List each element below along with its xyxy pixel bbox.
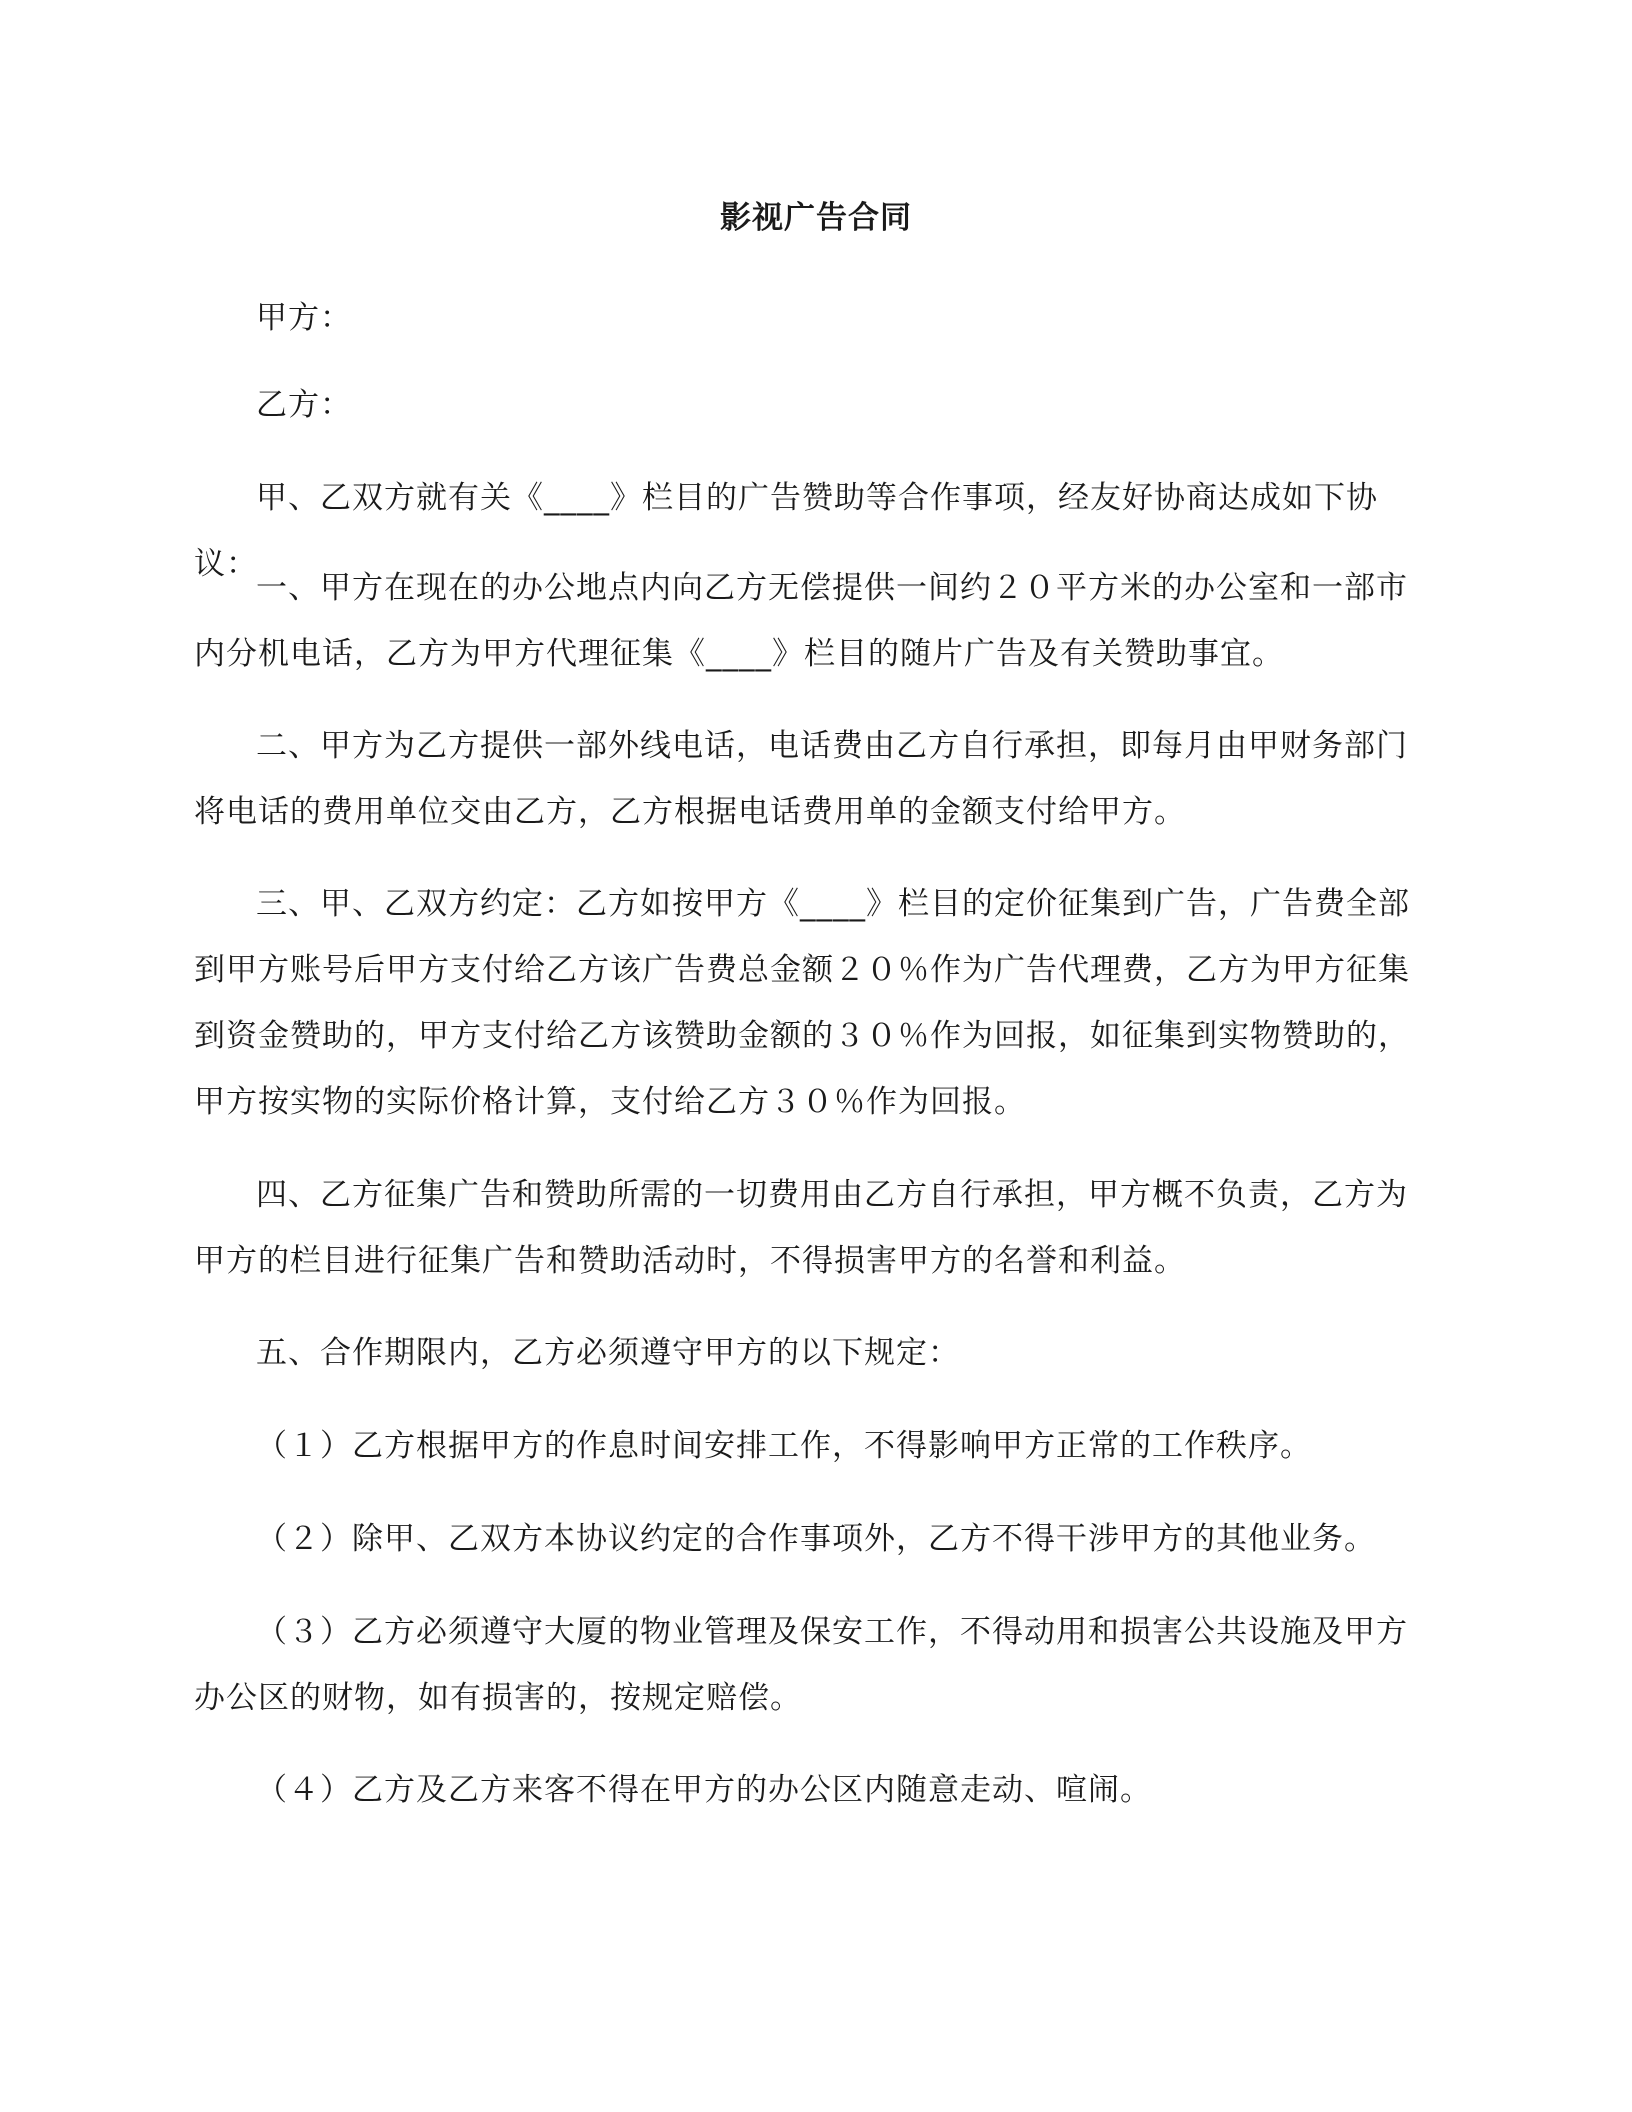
intro-paragraph: 甲、乙双方就有关《____》栏目的广告赞助等合作事项，经友好协商达成如下协议： xyxy=(194,480,1378,582)
clause-5: 五、合作期限内，乙方必须遵守甲方的以下规定： xyxy=(256,1335,960,1371)
document-title: 影视广告合同 xyxy=(720,200,912,236)
party-b-line: 乙方： xyxy=(256,387,352,423)
clause-1: 一、甲方在现在的办公地点内向乙方无偿提供一间约２０平方米的办公室和一部市内分机电话，乙方为甲方代理征集《____》栏目的随片广告及有关赞助事宜。 xyxy=(194,570,1408,672)
clause-5-item-3: （３）乙方必须遵守大厦的物业管理及保安工作，不得动用和损害公共设施及甲方办公区的财物，如有损害的，按规定赔偿。 xyxy=(194,1614,1408,1716)
clause-4: 四、乙方征集广告和赞助所需的一切费用由乙方自行承担，甲方概不负责，乙方为甲方的栏目进行征集广告和赞助活动时，不得损害甲方的名誉和利益。 xyxy=(194,1177,1408,1279)
clause-5-item-4: （４）乙方及乙方来客不得在甲方的办公区内随意走动、喧闹。 xyxy=(256,1772,1152,1808)
clause-5-item-1: （１）乙方根据甲方的作息时间安排工作，不得影响甲方正常的工作秩序。 xyxy=(256,1428,1312,1464)
party-a-line: 甲方： xyxy=(256,300,352,336)
clause-3: 三、甲、乙双方约定：乙方如按甲方《____》栏目的定价征集到广告，广告费全部到甲方账号后甲方支付给乙方该广告费总金额２０％作为广告代理费，乙方为甲方征集到资金赞助的，甲方支付给乙方该赞助金额的３０％作为回报，如征集到实物赞助的，甲方按实物的实际价格计算，支付给乙方３０％作为回报。 xyxy=(194,886,1410,1120)
clause-2: 二、甲方为乙方提供一部外线电话，电话费由乙方自行承担，即每月由甲财务部门将电话的费用单位交由乙方，乙方根据电话费用单的金额支付给甲方。 xyxy=(194,728,1408,830)
clause-5-item-2: （２）除甲、乙双方本协议约定的合作事项外，乙方不得干涉甲方的其他业务。 xyxy=(256,1521,1376,1557)
